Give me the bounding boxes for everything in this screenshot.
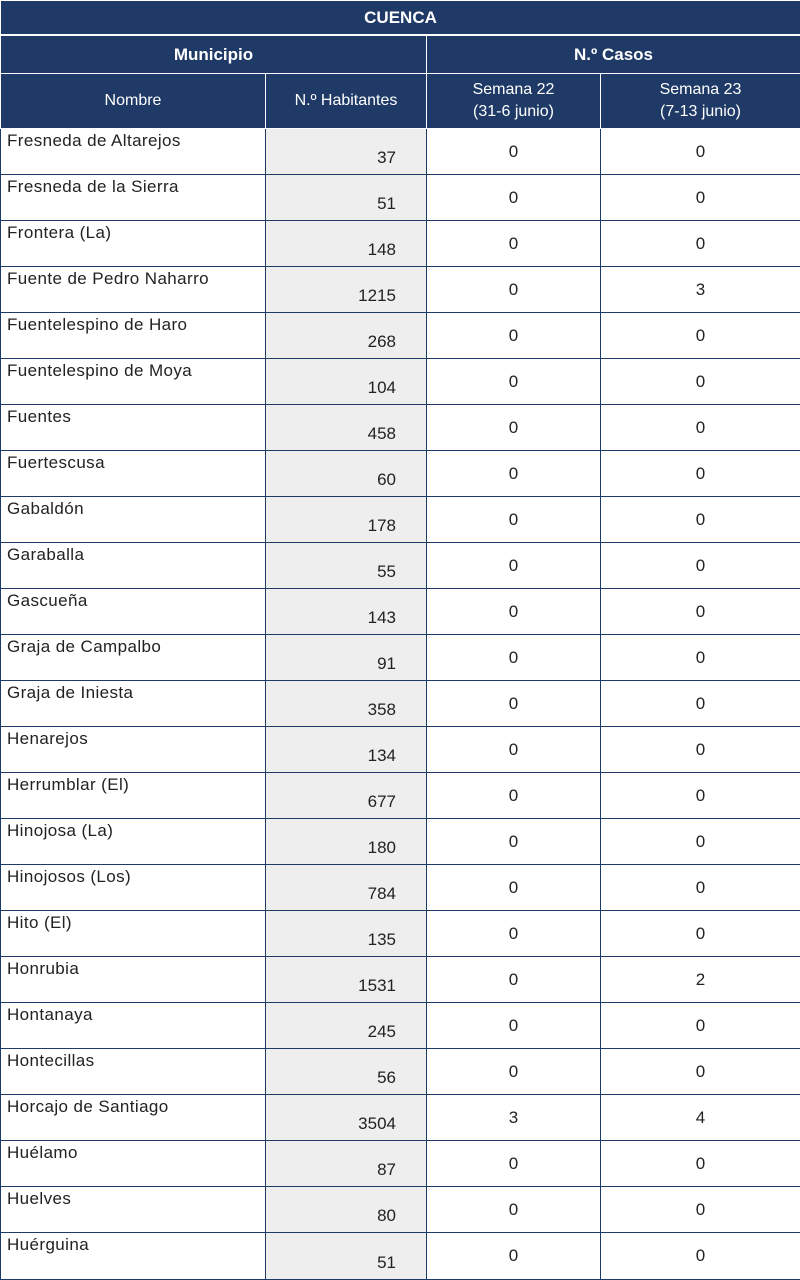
semana-22-cell: 0 [427, 1003, 601, 1049]
table-row [1, 175, 800, 221]
semana-22-cell: 0 [427, 497, 601, 543]
municipio-name-cell: Fuertescusa [1, 451, 266, 497]
group-header-casos: N.º Casos [427, 35, 800, 74]
municipio-name-cell: Honrubia [1, 957, 266, 1003]
semana-22-cell: 0 [427, 543, 601, 589]
table-row [1, 451, 800, 497]
habitantes-cell: 358 [266, 681, 427, 727]
semana-22-cell: 0 [427, 773, 601, 819]
habitantes-cell: 148 [266, 221, 427, 267]
municipio-name-cell: Fuentelespino de Moya [1, 359, 266, 405]
habitantes-cell: 245 [266, 1003, 427, 1049]
municipio-name-cell: Hinojosa (La) [1, 819, 266, 865]
municipio-name-cell: Hontecillas [1, 1049, 266, 1095]
semana-23-label: Semana 23 [601, 79, 800, 101]
semana-23-cell: 0 [601, 175, 800, 221]
semana-22-cell: 0 [427, 129, 601, 175]
municipio-name-cell: Fuentelespino de Haro [1, 313, 266, 359]
habitantes-cell: 87 [266, 1141, 427, 1187]
table-row [1, 1187, 800, 1233]
table-row [1, 773, 800, 819]
table-row [1, 313, 800, 359]
habitantes-cell: 80 [266, 1187, 427, 1233]
semana-23-cell: 0 [601, 405, 800, 451]
semana-22-cell: 0 [427, 221, 601, 267]
column-header-semana-22 [427, 74, 601, 129]
semana-23-cell: 0 [601, 1233, 800, 1280]
semana-23-cell: 0 [601, 1187, 800, 1233]
habitantes-cell: 55 [266, 543, 427, 589]
table-row [1, 727, 800, 773]
table-row [1, 1233, 800, 1280]
municipio-name-cell: Fresneda de Altarejos [1, 129, 266, 175]
habitantes-cell: 51 [266, 1233, 427, 1280]
semana-23-cell: 0 [601, 359, 800, 405]
municipio-name-cell: Huelves [1, 1187, 266, 1233]
semana-22-cell: 0 [427, 681, 601, 727]
semana-23-cell: 0 [601, 819, 800, 865]
semana-23-cell: 0 [601, 681, 800, 727]
table-row [1, 865, 800, 911]
semana-23-cell: 0 [601, 1049, 800, 1095]
semana-23-cell: 0 [601, 911, 800, 957]
municipio-name-cell: Huélamo [1, 1141, 266, 1187]
habitantes-cell: 178 [266, 497, 427, 543]
habitantes-cell: 3504 [266, 1095, 427, 1141]
table-row [1, 1095, 800, 1141]
semana-22-cell: 0 [427, 267, 601, 313]
municipio-name-cell: Huérguina [1, 1233, 266, 1280]
semana-23-cell: 0 [601, 865, 800, 911]
semana-23-cell: 2 [601, 957, 800, 1003]
semana-23-cell: 0 [601, 1003, 800, 1049]
municipio-name-cell: Hontanaya [1, 1003, 266, 1049]
municipio-name-cell: Graja de Iniesta [1, 681, 266, 727]
municipio-name-cell: Frontera (La) [1, 221, 266, 267]
habitantes-cell: 37 [266, 129, 427, 175]
habitantes-cell: 1215 [266, 267, 427, 313]
table-row [1, 129, 800, 175]
table-body [1, 129, 800, 1280]
semana-22-cell: 0 [427, 1049, 601, 1095]
semana-23-cell: 0 [601, 727, 800, 773]
table-row [1, 1141, 800, 1187]
table-row [1, 1003, 800, 1049]
semana-22-cell: 0 [427, 451, 601, 497]
table-row [1, 589, 800, 635]
semana-22-dates: (31-6 junio) [427, 101, 600, 123]
habitantes-cell: 1531 [266, 957, 427, 1003]
semana-22-label: Semana 22 [427, 79, 600, 101]
semana-22-cell: 0 [427, 313, 601, 359]
table-row [1, 635, 800, 681]
semana-23-cell: 0 [601, 635, 800, 681]
semana-22-cell: 0 [427, 957, 601, 1003]
municipio-name-cell: Hito (El) [1, 911, 266, 957]
semana-22-cell: 0 [427, 865, 601, 911]
semana-22-cell: 0 [427, 589, 601, 635]
semana-23-cell: 0 [601, 221, 800, 267]
semana-23-cell: 0 [601, 129, 800, 175]
municipio-name-cell: Garaballa [1, 543, 266, 589]
semana-23-cell: 0 [601, 451, 800, 497]
habitantes-cell: 143 [266, 589, 427, 635]
semana-23-cell: 0 [601, 589, 800, 635]
municipio-name-cell: Hinojosos (Los) [1, 865, 266, 911]
table-row [1, 819, 800, 865]
table-row [1, 267, 800, 313]
semana-23-dates: (7-13 junio) [601, 101, 800, 123]
table-row [1, 405, 800, 451]
table-row [1, 957, 800, 1003]
municipio-name-cell: Herrumblar (El) [1, 773, 266, 819]
semana-23-cell: 0 [601, 1141, 800, 1187]
table-row [1, 497, 800, 543]
table-row [1, 1049, 800, 1095]
semana-22-cell: 0 [427, 727, 601, 773]
semana-22-cell: 3 [427, 1095, 601, 1141]
semana-23-cell: 0 [601, 497, 800, 543]
semana-23-cell: 0 [601, 313, 800, 359]
habitantes-cell: 784 [266, 865, 427, 911]
column-header-semana-23 [601, 74, 800, 129]
semana-22-cell: 0 [427, 635, 601, 681]
municipio-name-cell: Henarejos [1, 727, 266, 773]
semana-22-cell: 0 [427, 1233, 601, 1280]
municipio-name-cell: Fresneda de la Sierra [1, 175, 266, 221]
table-row [1, 359, 800, 405]
habitantes-cell: 56 [266, 1049, 427, 1095]
habitantes-cell: 135 [266, 911, 427, 957]
municipio-name-cell: Gascueña [1, 589, 266, 635]
semana-22-cell: 0 [427, 359, 601, 405]
habitantes-cell: 91 [266, 635, 427, 681]
habitantes-cell: 677 [266, 773, 427, 819]
habitantes-cell: 458 [266, 405, 427, 451]
semana-22-cell: 0 [427, 175, 601, 221]
table-row [1, 681, 800, 727]
municipio-name-cell: Graja de Campalbo [1, 635, 266, 681]
habitantes-cell: 51 [266, 175, 427, 221]
municipio-name-cell: Horcajo de Santiago [1, 1095, 266, 1141]
municipio-name-cell: Fuente de Pedro Naharro [1, 267, 266, 313]
semana-22-cell: 0 [427, 819, 601, 865]
semana-23-cell: 3 [601, 267, 800, 313]
table-row [1, 911, 800, 957]
habitantes-cell: 180 [266, 819, 427, 865]
table-row [1, 543, 800, 589]
semana-22-cell: 0 [427, 405, 601, 451]
habitantes-cell: 104 [266, 359, 427, 405]
group-header-municipio: Municipio [1, 35, 427, 74]
column-header-habitantes: N.º Habitantes [266, 74, 427, 129]
table-title: CUENCA [1, 1, 800, 36]
table-row [1, 221, 800, 267]
semana-23-cell: 4 [601, 1095, 800, 1141]
column-header-nombre: Nombre [1, 74, 266, 129]
semana-22-cell: 0 [427, 1187, 601, 1233]
habitantes-cell: 268 [266, 313, 427, 359]
municipio-name-cell: Fuentes [1, 405, 266, 451]
habitantes-cell: 60 [266, 451, 427, 497]
semana-23-cell: 0 [601, 543, 800, 589]
municipio-name-cell: Gabaldón [1, 497, 266, 543]
habitantes-cell: 134 [266, 727, 427, 773]
semana-23-cell: 0 [601, 773, 800, 819]
semana-22-cell: 0 [427, 1141, 601, 1187]
semana-22-cell: 0 [427, 911, 601, 957]
